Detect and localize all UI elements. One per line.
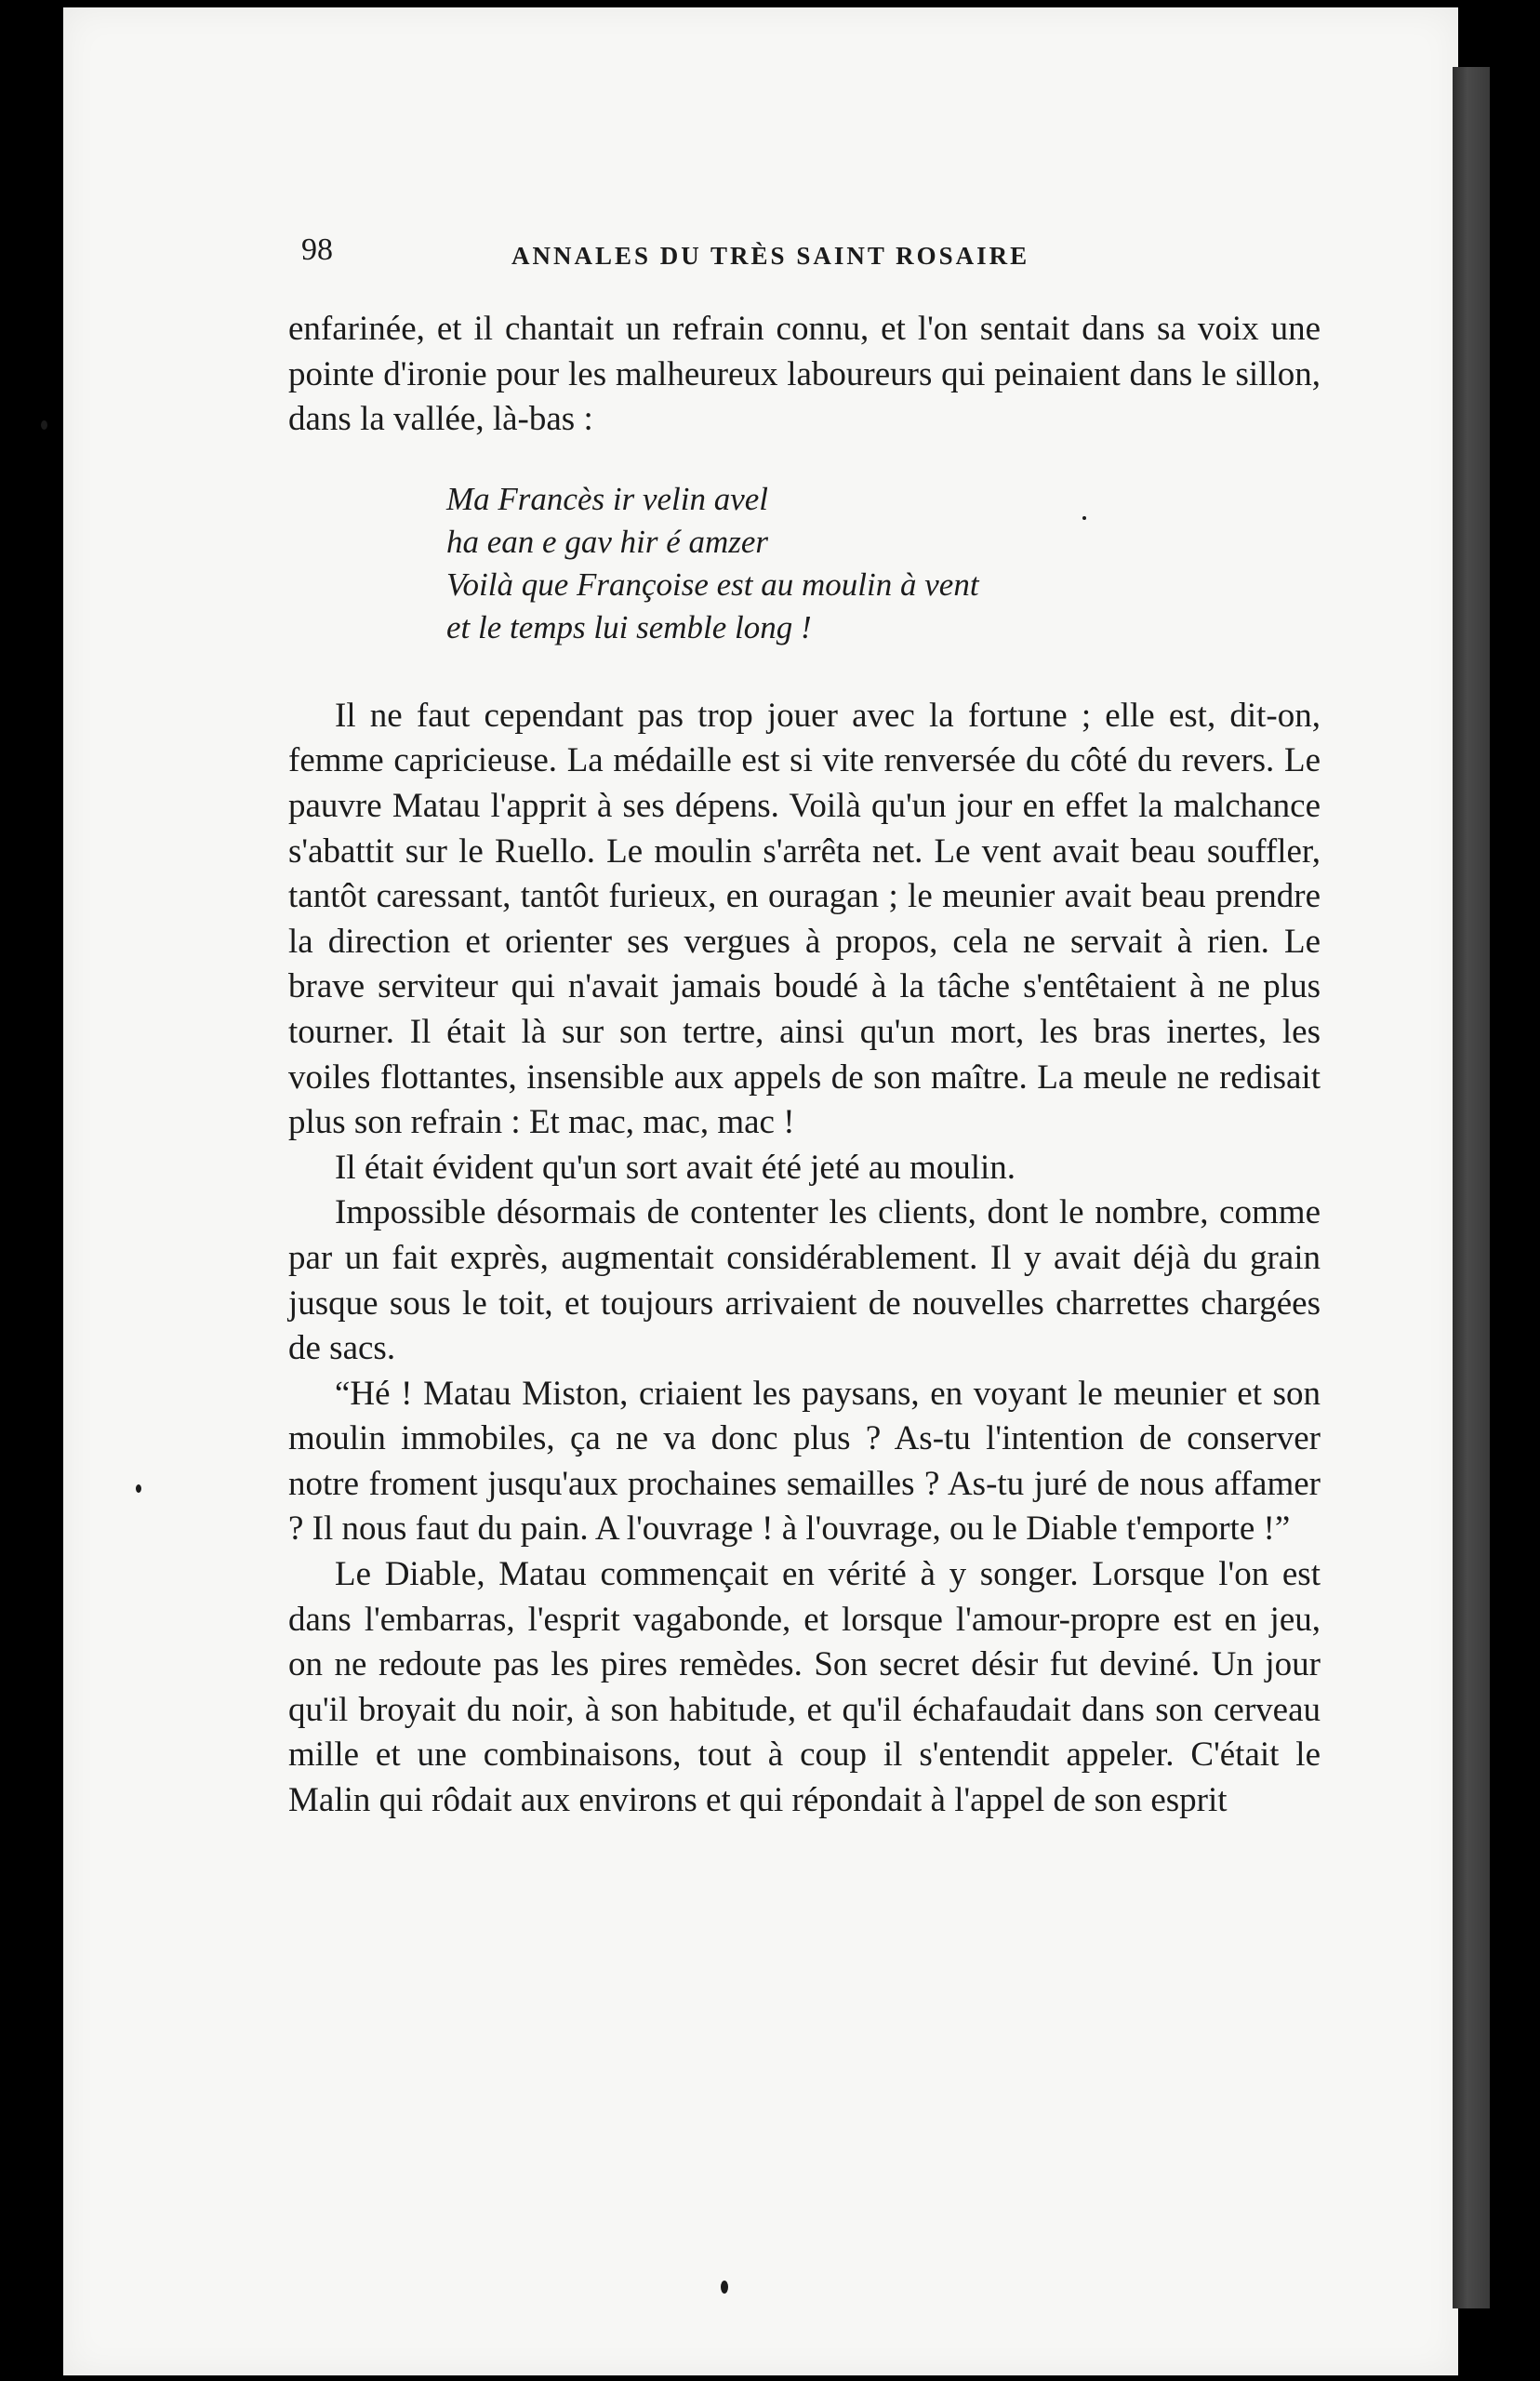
paragraph: Le Diable, Matau commençait en vérité à y songer. Lorsque l'on est dans l'embarras, l'esprit vagabonde, et lorsque l'amour-propre est en jeu, on ne redoute pas les pires remèdes. Son secret désir fut deviné. Un jour qu'il broyait du noir, à son habitude, et qu'il échafaudait dans son cerveau mille et une combinaisons, tout à coup il s'entendit appeler. C'était le Malin qui rôdait aux environs et qui répondait à l'appel de son esprit (288, 1555, 1321, 1820)
verse-block (446, 478, 1321, 649)
speck (41, 420, 47, 430)
paragraph: Il était évident qu'un sort avait été jeté au moulin. (335, 1148, 1016, 1187)
speck (136, 1484, 141, 1493)
paragraph: Il ne faut cependant pas trop jouer avec la fortune ; elle est, dit-on, femme capricieuse. La médaille est si vite renversée du côté du revers. Le pauvre Matau l'apprit à ses dépens. Voilà qu'un jour en effet la malchance s'abattit sur le Ruello. Le moulin s'arrêta net. Le vent avait beau souffler, tantôt caressant, tantôt furieux, en ouragan ; le meunier avait beau prendre la direction et orienter ses vergues à propos, cela ne servait à rien. Le brave serviteur qui n'avait jamais boudé à la tâche s'entêtaient à ne plus tourner. Il était là sur son tertre, ainsi qu'un mort, les bras inertes, les voiles flottantes, insensible aux appels de son maître. La meule ne redisait plus son refrain : Et mac, mac, mac ! (288, 696, 1321, 1142)
page-number: 98 (301, 233, 333, 267)
running-title: ANNALES DU TRÈS SAINT ROSAIRE (511, 242, 1030, 270)
running-head (288, 223, 1321, 307)
verse-line: ha ean e gav hir é amzer (446, 523, 769, 560)
paragraph: Impossible désormais de contenter les clients, dont le nombre, comme par un fait exprès, augmentait considérablement. Il y avait déjà du grain jusque sous le toit, et toujours arrivaient de nouvelles charrettes chargées de sacs. (288, 1193, 1321, 1368)
verse-line: Voilà que Françoise est au moulin à vent (446, 565, 979, 603)
verse-line: Ma Francès ir velin avel (446, 480, 769, 517)
verse-line: et le temps lui semble long ! (446, 608, 812, 645)
book-spine-shadow (1453, 67, 1490, 2308)
paragraph: enfarinée, et il chantait un refrain connu, et l'on sentait dans sa voix une pointe d'ironie pour les malheureux laboureurs qui peinaient dans le sillon, dans la vallée, là-bas : (288, 310, 1321, 439)
paragraph: “Hé ! Matau Miston, criaient les paysans, en voyant le meunier et son moulin immobiles, ça ne va donc plus ? As-tu l'intention de conserver notre froment jusqu'aux prochaines semailles ? As-tu juré de nous affamer ? Il nous faut du pain. A l'ouvrage ! à l'ouvrage, ou le Diable t'emporte !” (288, 1374, 1321, 1549)
page-text (288, 223, 1321, 1824)
speck (721, 2281, 728, 2294)
